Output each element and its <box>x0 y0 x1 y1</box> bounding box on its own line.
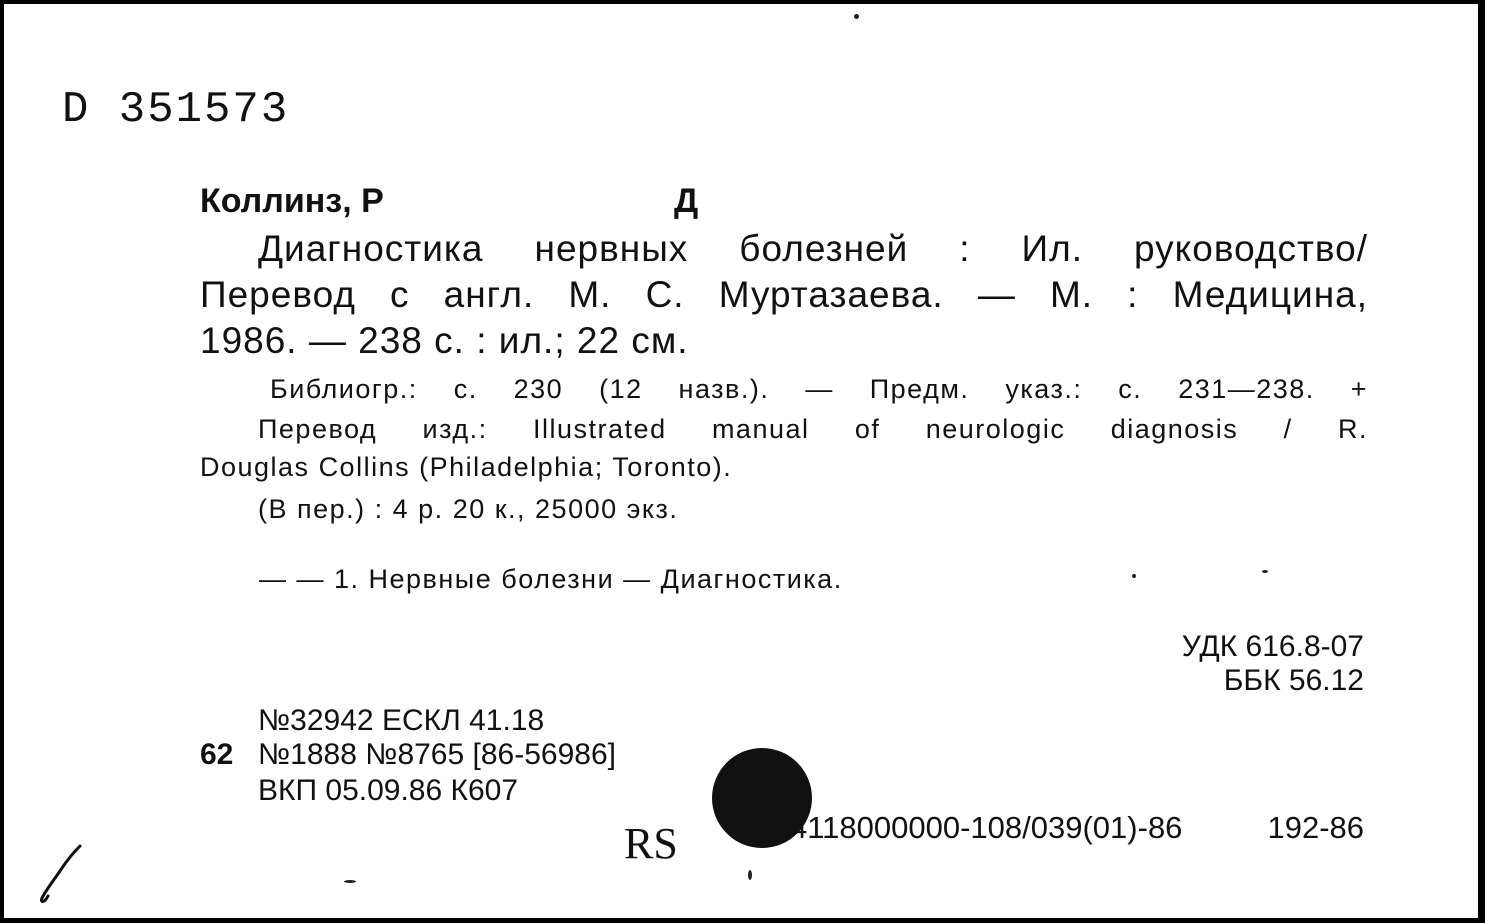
handwritten-mark <box>32 840 92 910</box>
speck <box>1262 570 1268 573</box>
subject-heading: — — 1. Нервные болезни — Диагностика. <box>259 564 843 594</box>
author-suffix: Д <box>674 182 699 220</box>
speck <box>1132 574 1136 578</box>
author-name: Коллинз, Р <box>200 182 384 220</box>
isbn-code: 4118000000-108/039(01)-86 <box>790 810 1183 845</box>
notes-line-2: Перевод изд.: Illustrated manual of neurologic diagnosis / R. <box>258 414 1368 444</box>
notes-line-3: Douglas Collins (Philadelphia; Toronto). <box>200 452 733 482</box>
speck <box>748 870 752 880</box>
accession-number: D 351573 <box>62 85 290 135</box>
registry-prefix: 62 <box>200 738 234 771</box>
registry-line-1: №32942 ЕСКЛ 41.18 <box>258 704 545 737</box>
catalog-code: 192-86 <box>1267 810 1364 845</box>
bbk-code: ББК 56.12 <box>1223 664 1364 697</box>
title-line-1: Диагностика нервных болезней : Ил. руководство/ <box>258 228 1368 269</box>
registry-line-2: №1888 №8765 [86-56986] <box>258 738 616 771</box>
udk-code: УДК 616.8-07 <box>1181 630 1364 663</box>
notes-line-1: Библиогр.: с. 230 (12 назв.). — Предм. указ.: с. 231—238. + <box>270 374 1368 404</box>
title-line-2: Перевод с англ. М. С. Муртазаева. — М. : Медицина, <box>200 274 1368 315</box>
speck <box>854 14 859 19</box>
speck <box>344 880 356 883</box>
catalog-card <box>4 4 1478 918</box>
price-line: (В пер.) : 4 р. 20 к., 25000 экз. <box>258 494 679 524</box>
rs-label: RS <box>624 819 678 868</box>
title-line-3: 1986. — 238 с. : ил.; 22 см. <box>200 320 689 361</box>
registry-line-3: ВКП 05.09.86 К607 <box>258 774 519 807</box>
